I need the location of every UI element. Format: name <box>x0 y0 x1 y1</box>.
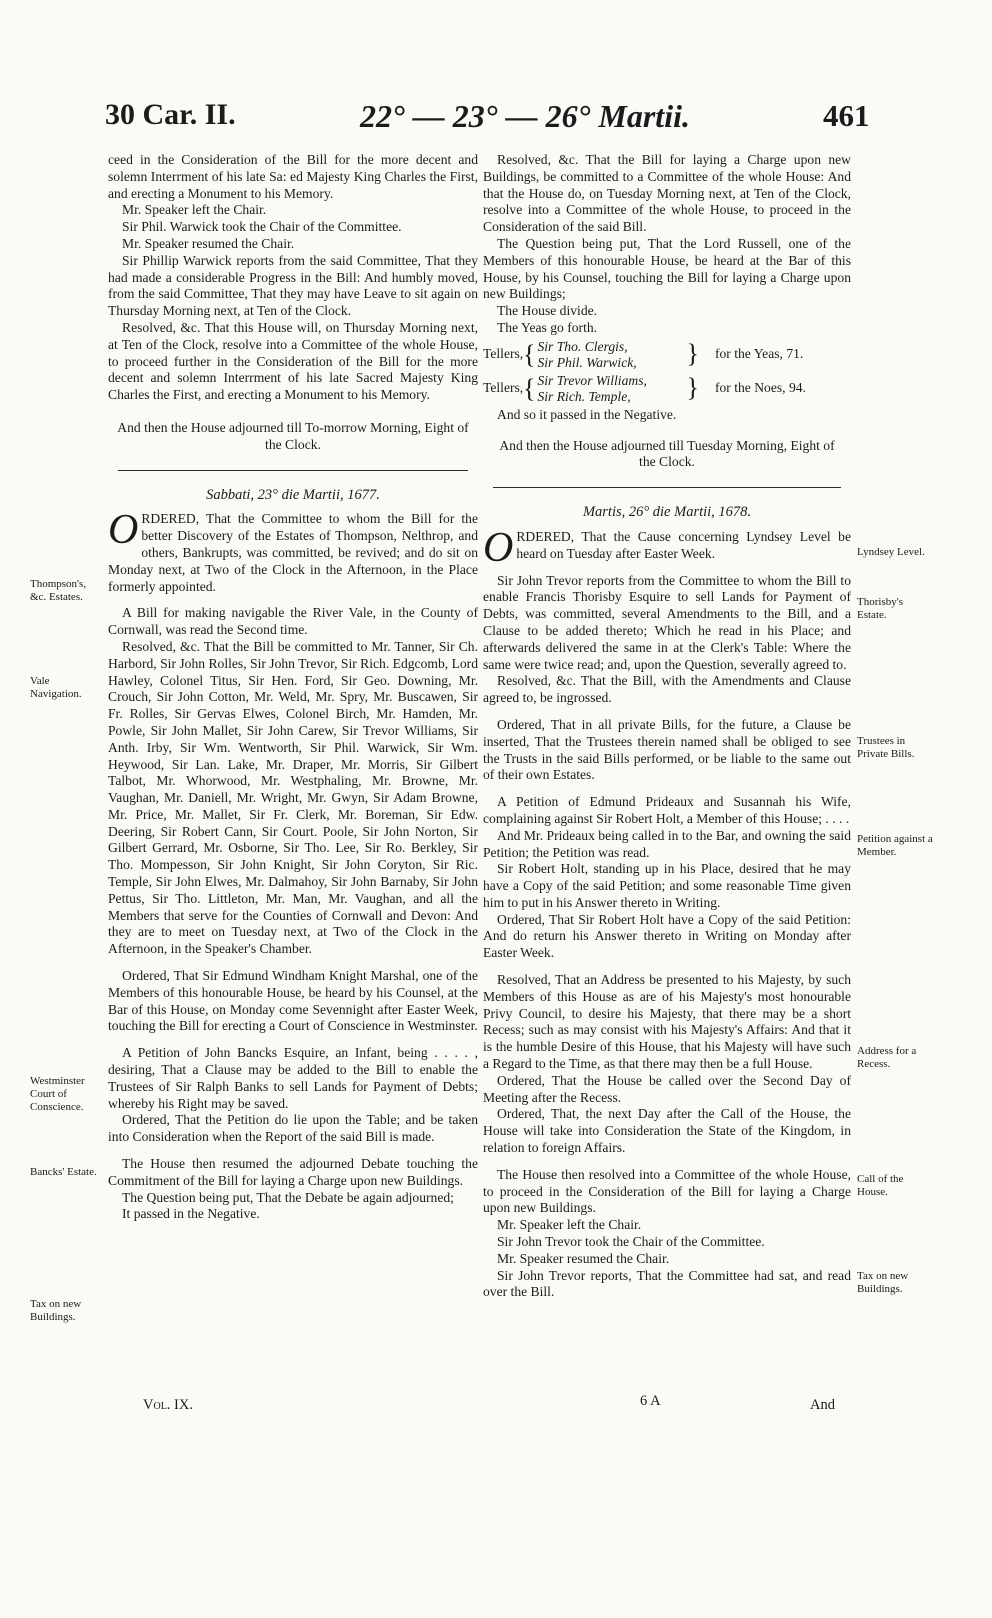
right-para-18: Mr. Speaker left the Chair. <box>497 1217 642 1233</box>
right-para-7: Sir John Trevor reports from the Committee to whom the Bill to enable Francis Thorisby Esquire to sell Lands for Payment of Debts, was committed, several Amendments to the Bill, and a Clause to be added thereto; Which he read in his Place; and afterwards delivered the same in at the Clerk's Table: Where the same were twice read; and, upon the Question, severally agreed to. <box>483 572 851 672</box>
catchword: And <box>810 1397 835 1413</box>
left-para-9: Resolved, &c. That the Bill be committed to Mr. Tanner, Sir Ch. Harbord, Sir John Rolles, Sir John Trevor, Sir Rich. Edgcomb, Lord Hawley, Colonel Titus, Sir Hen. Ford, Sir Geo. Downing, Mr. Crouch, Sir John Cotton, Mr. Weld, Mr. Spry, Mr. Buscawen, Sir Fr. Rolles, Sir Gervas Elwes, Colonel Birch, Mr. Hamden, Mr. Powle, Sir John Mallet, Sir John Carew, Sir Trevor Williams, Sir Anth. Irby, Sir Wm. Wentworth, Sir Phil. Warwick, Sir Wm. Heywood, Sir Lan. Lake, Mr. Draper, Mr. Morris, Sir Gilbert Talbot, Mr. Whorwood, Mr. Westphaling, Mr. Browne, Mr. Vaughan, Mr. Daniell, Mr. Wright, Mr. Gwyn, Sir Adam Browne, Mr. Price, Mr. Mallet, Sir Fr. Clerk, Mr. Boreman, Sir Edw. Deering, Sir Robert Cann, Sir Court. Poole, Sir John Norton, Sir Gilbert Gerrard, Mr. Osborne, Sir Tho. Lee, Sir Ro. Berkley, Sir Tho. Mompesson, Sir John Knight, Sir John Coryton, Sir Ric. Temple, Sir John Elwes, Mr. Dalmahoy, Sir John Barnaby, Sir John Pettus, Sir Tho. Littleton, Mr. Man, Mr. Vaughan, and all the Members that serve for the Counties of Cornwall and Devon: And they are to meet on Tuesday next, at Two of the Clock in the Afternoon, in the Speaker's Chamber. <box>108 638 478 957</box>
right-para-11: And Mr. Prideaux being called in to the Bar, and owning the said Petition; the Petition was read. <box>483 827 851 860</box>
yeas-teller-1: Sir Tho. Clergis, <box>537 338 628 354</box>
right-para-10: A Petition of Edmund Prideaux and Susannah his Wife, complaining against Sir Robert Holt, a Member of this House; . . . . <box>483 794 851 826</box>
right-para-21: Sir John Trevor reports, That the Committee had sat, and read over the Bill. <box>483 1267 851 1300</box>
left-para-7: ORDERED, That the Committee to whom the Bill for the better Discovery of the Estates of Thompson, Nelthrop, and others, Bankrupts, was committed, be revived; and do sit on Monday next, at Two of the Clock in the Afternoon, in the Place formerly appointed. <box>108 507 478 594</box>
margin-note-tax-right: Tax on new Buildings. <box>857 1270 909 1295</box>
right-brace: } <box>686 339 699 369</box>
margin-note-tax-left: Tax on new Buildings. <box>30 1298 82 1323</box>
yeas-tellers <box>537 339 682 371</box>
noes-teller-2: Sir Rich. Temple, <box>537 388 631 404</box>
signature-mark: 6 A <box>640 1393 661 1409</box>
day-title-sabbati: Sabbati, 23° die Martii, 1677. <box>206 486 380 503</box>
right-para-3: The House divide. <box>497 303 598 319</box>
right-para-20: Mr. Speaker resumed the Chair. <box>497 1250 670 1266</box>
running-head-dates: 22° — 23° — 26° Martii. <box>360 98 690 134</box>
margin-note-call: Call of the House. <box>857 1173 904 1198</box>
right-adjournment: And then the House adjourned till Tuesday Morning, Eight of the Clock. <box>499 437 835 470</box>
left-para-3: Sir Phil. Warwick took the Chair of the Committee. <box>122 219 402 235</box>
left-para-6: Resolved, &c. That this House will, on Thursday Morning next, at Ten of the Clock, resolve into a Committee of the whole House, to proceed further in the Consideration of the Bill for the more decent and solemn Interrment of his late Sacred Majesty King Charles the First, and erecting a Monument to his Memory. <box>108 319 478 403</box>
tellers-label-yeas: Tellers, <box>483 346 524 362</box>
margin-note-bancks: Bancks' Estate. <box>30 1166 97 1178</box>
section-rule <box>118 470 468 471</box>
left-para-1: ceed in the Consideration of the Bill for the more decent and solemn Interrment of his late Sa: ed Majesty King Charles the First, and erecting a Monument to his Memory. <box>108 152 478 201</box>
division-noes <box>483 373 851 405</box>
division-yeas <box>483 339 851 371</box>
right-brace: } <box>686 373 699 403</box>
right-para-1: Resolved, &c. That the Bill for laying a Charge upon new Buildings, be committed to a Committee of the whole House: And that the House do, on Tuesday Morning next, at Ten of the Clock, resolve into a Committee of the whole House, to proceed in the Consideration of the said Bill. <box>483 152 851 235</box>
right-para-5: And so it passed in the Negative. <box>497 406 677 422</box>
volume-mark: Vol. IX. <box>143 1397 193 1413</box>
margin-note-thompson: Thompson's, &c. Estates. <box>30 578 87 603</box>
margin-note-vale: Vale Navigation. <box>30 675 82 700</box>
right-para-13: Ordered, That Sir Robert Holt have a Copy of the said Petition: And do return his Answer thereto in Writing on Monday after Easter Week. <box>483 911 851 961</box>
tellers-label-noes: Tellers, <box>483 380 524 396</box>
section-rule <box>493 487 841 488</box>
right-para-16: Ordered, That, the next Day after the Call of the House, the House will take into Consideration the State of the Kingdom, in relation to foreign Affairs. <box>483 1106 851 1156</box>
left-para-10: Ordered, That Sir Edmund Windham Knight Marshal, one of the Members of this honourable House, be heard by his Counsel, at the Bar of this House, on Monday come Sevennight after Easter Week, touching the Bill for erecting a Court of Conscience in Westminster. <box>108 968 478 1034</box>
left-para-5: Sir Phillip Warwick reports from the said Committee, That they had made a considerable Progress in the Bill: And humbly moved, from the said Committee, That they may have Leave to sit again on Thursday Morning next, at Ten of the Clock. <box>108 252 478 319</box>
left-column <box>108 152 478 1223</box>
drop-cap: O <box>108 507 139 554</box>
noes-tellers <box>537 373 682 405</box>
right-para-4: The Yeas go forth. <box>497 319 598 335</box>
left-para-15: It passed in the Negative. <box>122 1206 260 1222</box>
right-column <box>483 152 851 1301</box>
noes-teller-1: Sir Trevor Williams, <box>537 372 647 388</box>
page-number: 461 <box>823 98 870 133</box>
right-para-9: Ordered, That in all private Bills, for the future, a Clause be inserted, That the Trustees therein named shall be obliged to see the Trusts in the said Bills performed, or be liable to the same out of their own Estates. <box>483 716 851 783</box>
left-para-12: Ordered, That the Petition do lie upon the Table; and be taken into Consideration when the Report of the said Bill is made. <box>108 1112 478 1145</box>
drop-cap: O <box>483 524 514 571</box>
left-para-4: Mr. Speaker resumed the Chair. <box>122 235 295 251</box>
right-para-12: Sir Robert Holt, standing up in his Place, desired that he may have a Copy of the said Petition; and some reasonable Time given him to put in his Answer thereto in Writing. <box>483 861 851 910</box>
margin-note-address: Address for a Recess. <box>857 1045 917 1070</box>
yeas-result: for the Yeas, 71. <box>714 346 804 362</box>
right-para-8: Resolved, &c. That the Bill, with the Amendments and Clause agreed to, be ingrossed. <box>483 673 851 706</box>
right-para-14: Resolved, That an Address be presented to his Majesty, by such Members of this House as are of his Majesty's most honourable Privy Council, to desire his Majesty, that there may be a short Recess; such as may consist with his Majesty's Affairs: And that it is the humble Desire of this House, that his Majesty will have such a Regard to the Time, as that there may then be a full House. <box>483 972 851 1072</box>
left-brace: { <box>523 339 536 369</box>
right-para-17: The House then resolved into a Committee of the whole House, to proceed in the Consideration of the Bill for laying a Charge upon new Buildings. <box>483 1166 851 1216</box>
margin-note-petition: Petition against a Member. <box>857 833 933 858</box>
right-para-2: The Question being put, That the Lord Russell, one of the Members of this honourable House, be heard at the Bar of this House, by his Counsel, touching the Bill for laying a Charge upon new Buildings; <box>483 235 851 302</box>
right-para-19: Sir John Trevor took the Chair of the Committee. <box>497 1234 765 1250</box>
left-adjournment: And then the House adjourned till To-morrow Morning, Eight of the Clock. <box>117 419 469 452</box>
left-para-11: A Petition of John Bancks Esquire, an Infant, being . . . . , desiring, That a Clause may be added to the Bill to enable the Trustees of Sir Ralph Banks to sell Lands for Payment of Debts; whereby his Right may be saved. <box>108 1045 478 1111</box>
margin-note-westminster: Westminster Court of Conscience. <box>30 1075 85 1113</box>
left-para-8: A Bill for making navigable the River Vale, in the County of Cornwall, was read the Second time. <box>108 605 478 638</box>
left-brace: { <box>523 373 536 403</box>
running-head-regnal-year: 30 Car. II. <box>105 98 236 131</box>
left-para-2: Mr. Speaker left the Chair. <box>122 202 267 218</box>
margin-note-thorisby: Thorisby's Estate. <box>857 596 903 621</box>
right-para-6: ORDERED, That the Cause concerning Lyndsey Level be heard on Tuesday after Easter Week. <box>483 524 851 571</box>
right-para-15: Ordered, That the House be called over the Second Day of Meeting after the Recess. <box>483 1072 851 1105</box>
day-title-martis: Martis, 26° die Martii, 1678. <box>582 504 752 521</box>
left-para-13: The House then resumed the adjourned Debate touching the Commitment of the Bill for laying a Charge upon new Buildings. <box>108 1156 478 1188</box>
margin-note-lyndsey: Lyndsey Level. <box>857 546 925 558</box>
margin-note-trustees: Trustees in Private Bills. <box>857 735 915 760</box>
yeas-teller-2: Sir Phil. Warwick, <box>537 354 637 370</box>
left-para-14: The Question being put, That the Debate be again adjourned; <box>122 1189 454 1205</box>
noes-result: for the Noes, 94. <box>714 380 806 396</box>
